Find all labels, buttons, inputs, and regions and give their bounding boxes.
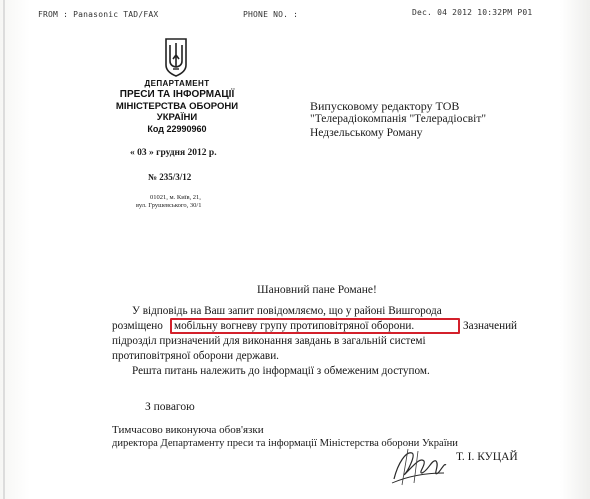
body-p1-line2b: Зазначений [463, 320, 518, 332]
letter-number: № 235/3/12 [148, 172, 192, 182]
red-highlight-box [170, 318, 460, 334]
dept-line1: ДЕПАРТАМЕНТ [144, 79, 210, 88]
recipient-line1: Випусковому редактору ТОВ [310, 99, 460, 113]
dept-line3: МІНІСТЕРСТВА ОБОРОНИ [115, 101, 239, 112]
closing-title2: директора Департаменту преси та інформації Міністерства оборони України [112, 438, 458, 449]
body-p1-line1: У відповідь на Ваш запит повідомляємо, що у районі Вишгорода [132, 305, 442, 317]
closing-title1: Тимчасово виконуюча обов'язки [112, 424, 264, 436]
body-p1-line2a: розміщено [112, 320, 163, 332]
signatory-name: Т. І. КУЦАЙ [456, 451, 518, 463]
fax-datetime: Dec. 04 2012 10:32PM P01 [412, 8, 533, 17]
body-p1-line3: підрозділ призначений для виконання завдань в загальній системі [112, 335, 426, 347]
dept-code: Код 22990960 [147, 124, 207, 134]
fax-from: FROM : Panasonic TAD/FAX [38, 10, 159, 19]
body-p1-line4: протиповітряної оборони держави. [112, 350, 279, 362]
trident-emblem-icon [163, 37, 189, 77]
handwritten-signature [388, 443, 450, 487]
address-line2: вул. Грушевського, 30/1 [136, 202, 202, 209]
body-p2: Решта питань належить до інформації з обмеженим доступом. [132, 365, 430, 377]
recipient-line3: Недзельському Роману [310, 127, 423, 139]
body-highlighted-phrase: мобільну вогневу групу протиповітряної оборони. [174, 320, 415, 332]
fax-phone: PHONE NO. : [243, 10, 299, 19]
address-line1: 01021, м. Київ, 21, [150, 194, 201, 201]
greeting: Шановний пане Романе! [257, 284, 377, 296]
recipient-line2: "Телерадіокомпанія "Телерадіосвіт" [310, 113, 487, 125]
scan-edge [3, 0, 5, 499]
closing-regards: З повагою [145, 401, 195, 413]
dept-line2: ПРЕСИ ТА ІНФОРМАЦІЇ [119, 89, 235, 100]
dept-line4: УКРАЇНИ [156, 112, 198, 123]
letter-date: « 03 » грудня 2012 р. [130, 148, 217, 158]
